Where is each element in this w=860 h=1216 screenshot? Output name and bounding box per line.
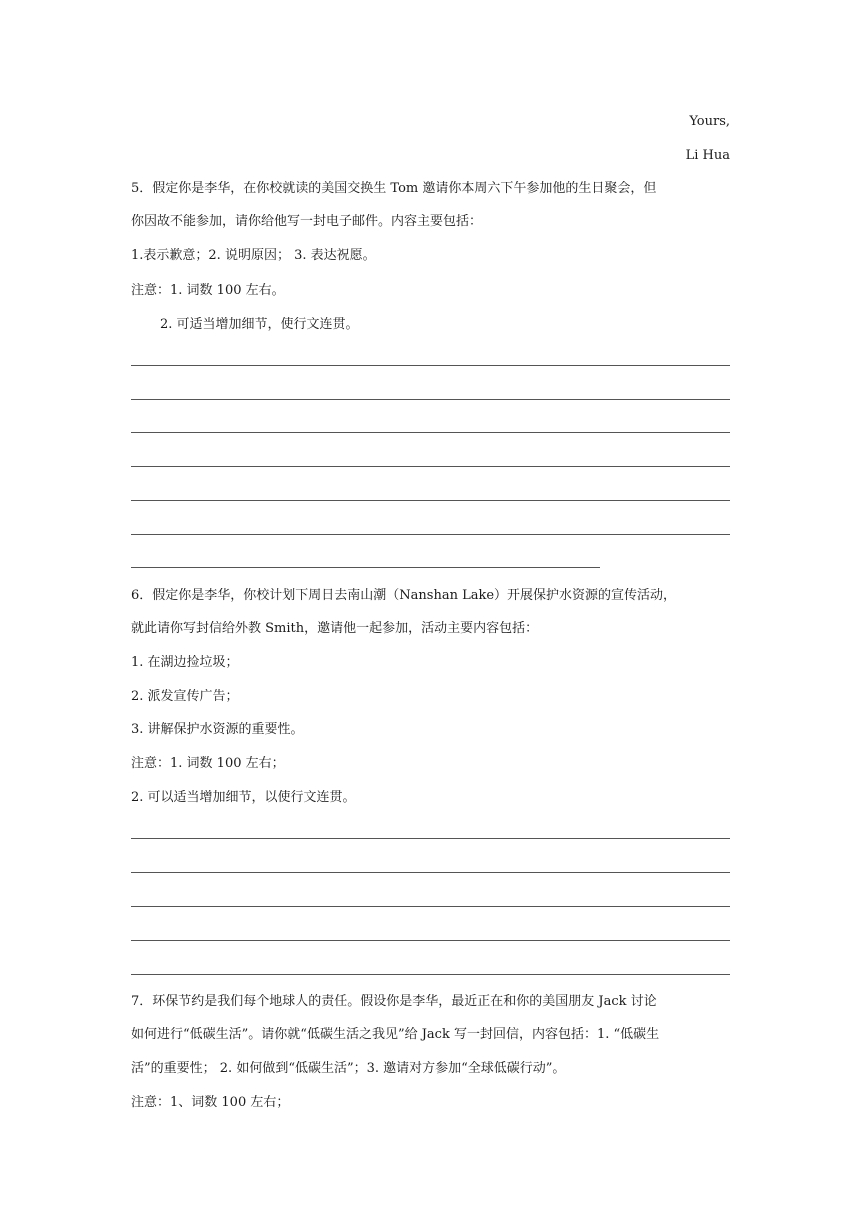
q6-answer-line-3[interactable] bbox=[131, 906, 730, 907]
q5-answer-line-2[interactable] bbox=[131, 399, 730, 400]
q7-prompt-line-3: 活”的重要性； 2. 如何做到“低碳生活”；3. 邀请对方参加“全球低碳行动”。 bbox=[131, 1061, 566, 1076]
q6-prompt-line-1: 6．假定你是李华，你校计划下周日去南山潮（Nanshan Lake）开展保护水资源的宣传活动， bbox=[131, 588, 677, 603]
q5-prompt-line-1: 5．假定你是李华，在你校就读的美国交换生 Tom 邀请你本周六下午参加他的生日聚会，但 bbox=[131, 181, 657, 196]
q6-item-3: 3. 讲解保护水资源的重要性。 bbox=[131, 722, 304, 737]
q5-requirements: 1.表示歉意；2. 说明原因； 3. 表达祝愿。 bbox=[131, 248, 376, 263]
q5-prompt-line-2: 你因故不能参加，请你给他写一封电子邮件。内容主要包括： bbox=[131, 214, 483, 229]
q7-prompt-line-1: 7．环保节约是我们每个地球人的责任。假设你是李华，最近正在和你的美国朋友 Jack 讨论 bbox=[131, 994, 657, 1009]
q5-answer-line-5[interactable] bbox=[131, 500, 730, 501]
q6-item-2: 2. 派发宣传广告； bbox=[131, 689, 239, 704]
letter-closing: Yours, bbox=[689, 114, 730, 129]
q6-prompt-line-2: 就此请你写封信给外教 Smith，邀请他一起参加，活动主要内容包括： bbox=[131, 621, 539, 636]
q6-answer-line-1[interactable] bbox=[131, 838, 730, 839]
q6-note-1: 注意：1. 词数 100 左右； bbox=[131, 756, 285, 771]
q5-answer-line-3[interactable] bbox=[131, 432, 730, 433]
q5-answer-line-1[interactable] bbox=[131, 365, 730, 366]
q6-item-1: 1. 在湖边捡垃圾； bbox=[131, 655, 239, 670]
q5-answer-line-4[interactable] bbox=[131, 466, 730, 467]
q6-answer-line-2[interactable] bbox=[131, 872, 730, 873]
q5-note-2: 2. 可适当增加细节，使行文连贯。 bbox=[160, 317, 359, 332]
q5-answer-line-7[interactable] bbox=[131, 567, 600, 568]
q6-note-2: 2. 可以适当增加细节，以使行文连贯。 bbox=[131, 790, 356, 805]
q5-answer-line-6[interactable] bbox=[131, 534, 730, 535]
q7-note-1: 注意：1、词数 100 左右； bbox=[131, 1095, 290, 1110]
letter-signature: Li Hua bbox=[685, 148, 730, 163]
q6-answer-line-4[interactable] bbox=[131, 940, 730, 941]
q6-answer-line-5[interactable] bbox=[131, 974, 730, 975]
q5-note-1: 注意：1. 词数 100 左右。 bbox=[131, 283, 285, 298]
q7-prompt-line-2: 如何进行“低碳生活”。请你就“低碳生活之我见”给 Jack 写一封回信，内容包括：1. “低碳生 bbox=[131, 1027, 660, 1042]
